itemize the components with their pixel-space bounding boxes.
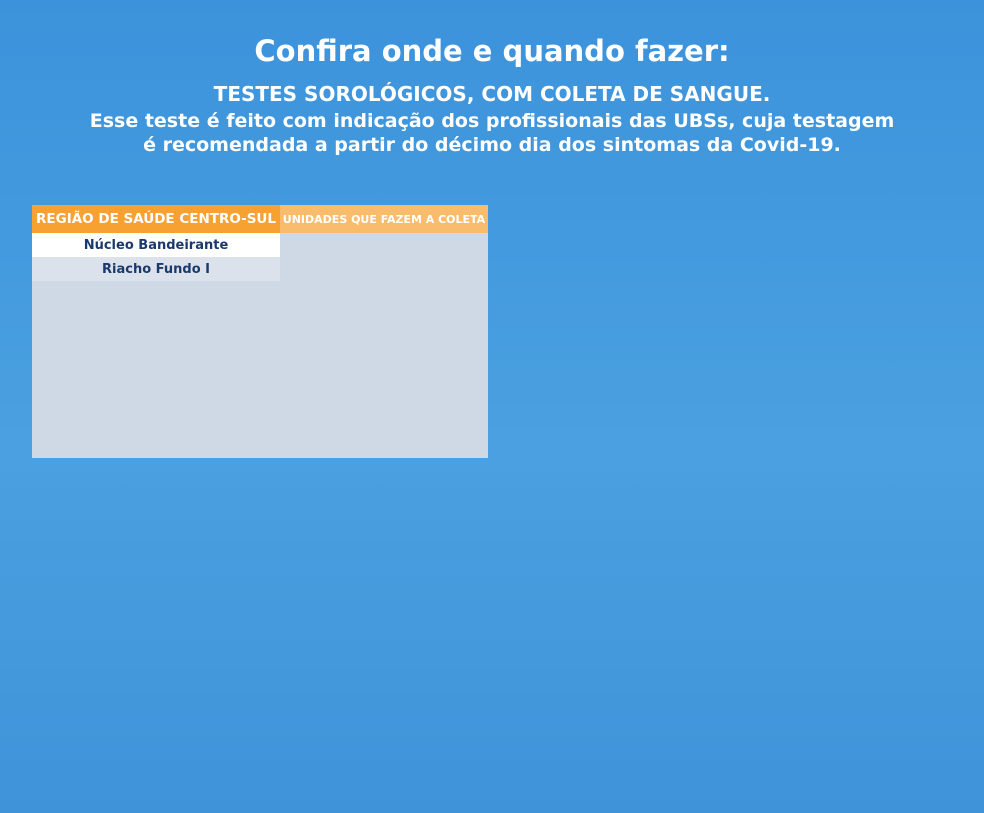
centro-sul-header: REGIÃO DE SAÚDE CENTRO-SUL (32, 205, 280, 233)
serology-line-1: Esse teste é feito com indicação dos profissionais das UBSs, cuja testagem (89, 110, 895, 132)
centro-sul-row-0: Núcleo Bandeirante (32, 233, 280, 257)
centro-sul-row-1: Riacho Fundo I (32, 257, 280, 281)
table-centro-sul (32, 205, 488, 458)
page-title: Confira onde e quando fazer: (254, 34, 730, 68)
serology-heading: TESTES SOROLÓGICOS, COM COLETA DE SANGUE. (213, 82, 771, 106)
centro-sul-units-header: UNIDADES QUE FAZEM A COLETA (280, 205, 488, 233)
serology-line-2: é recomendada a partir do décimo dia dos sintomas da Covid-19. (143, 134, 841, 156)
